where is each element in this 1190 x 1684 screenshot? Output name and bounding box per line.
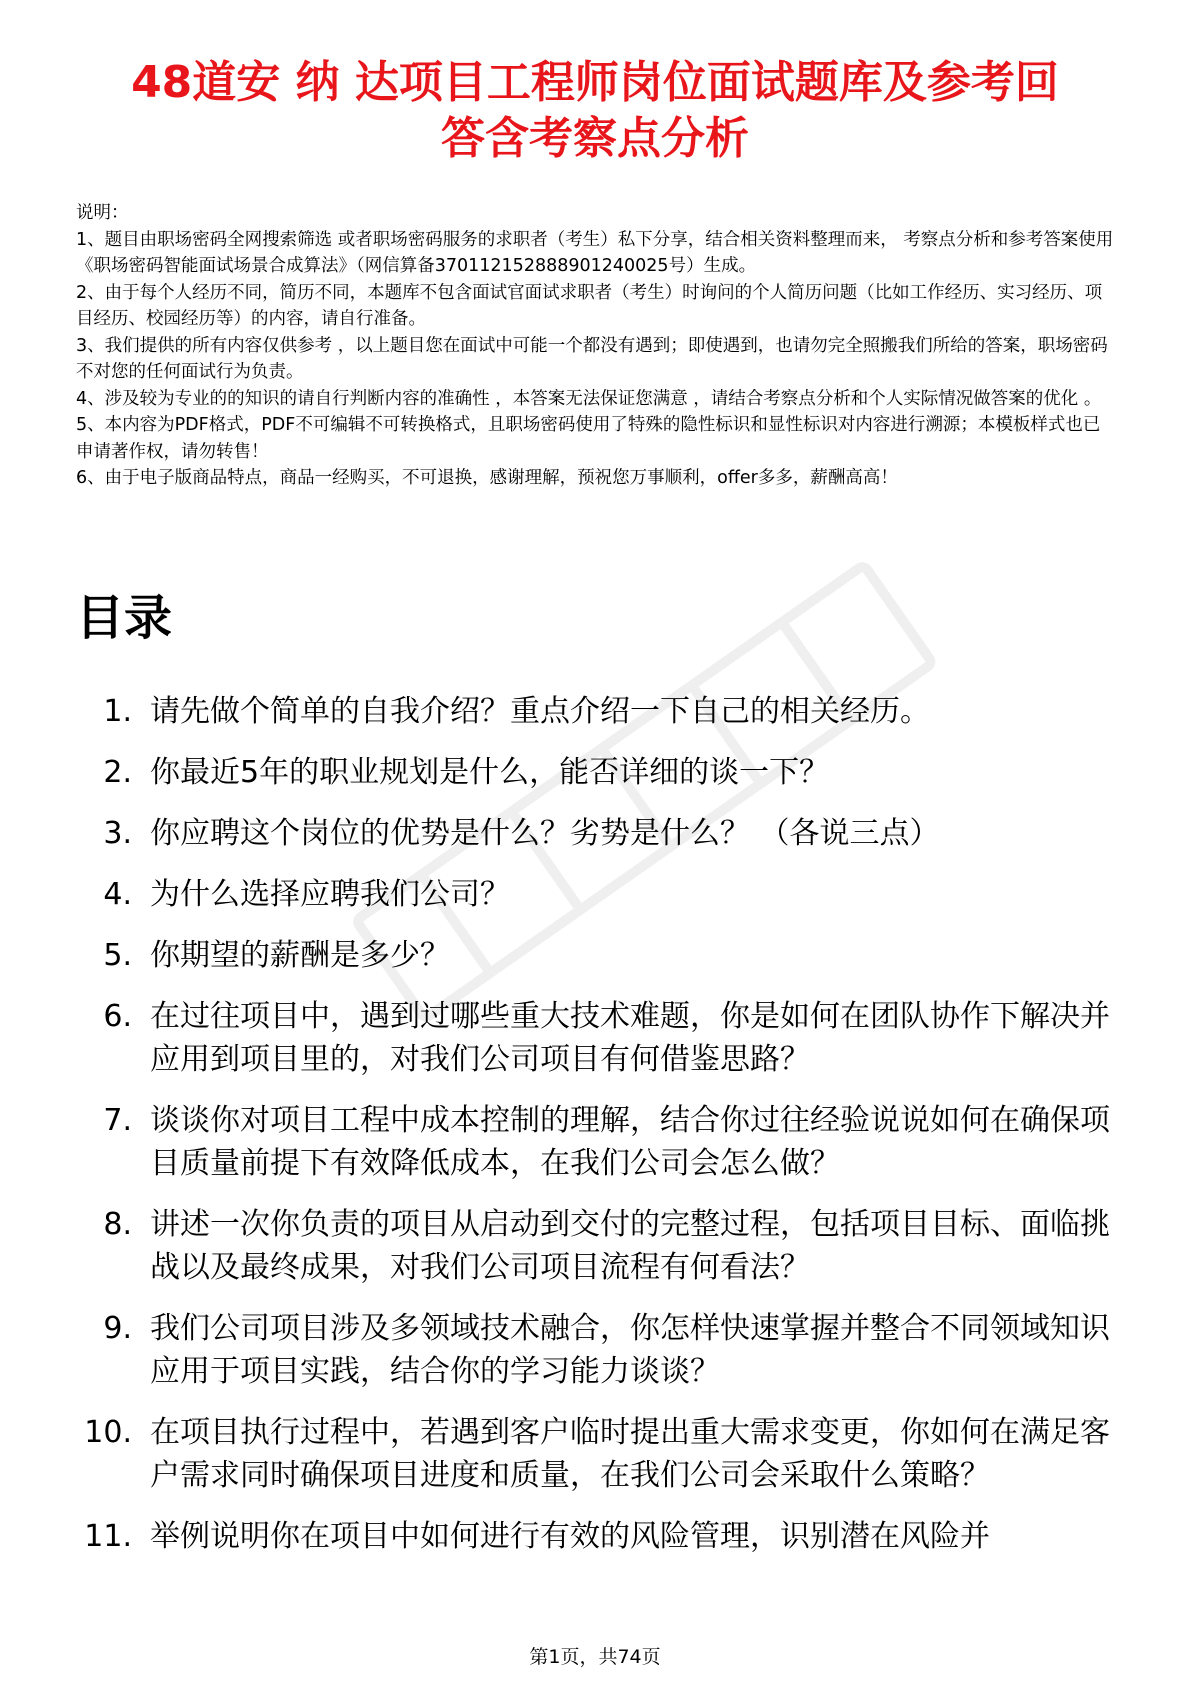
toc-item-number: 5. <box>103 938 132 973</box>
title-line-2: 答含考察点分析 <box>441 113 749 164</box>
toc-item-number: 1. <box>103 694 132 729</box>
note-item: 6、由于电子版商品特点，商品一经购买，不可退换，感谢理解，预祝您万事顺利，offer多多，薪酬高高！ <box>76 468 898 488</box>
toc-item-text: 在过往项目中，遇到过哪些重大技术难题，你是如何在团队协作下解决并应用到项目里的，对我们公司项目有何借鉴思路？ <box>150 999 1110 1077</box>
toc-item-number: 2. <box>103 755 132 790</box>
toc-item[interactable] <box>76 1307 1116 1393</box>
toc-item[interactable] <box>76 1515 1116 1558</box>
toc-item[interactable] <box>76 1203 1116 1289</box>
toc-item[interactable] <box>76 873 1116 916</box>
toc-item-number: 6. <box>103 999 132 1034</box>
toc-item[interactable] <box>76 934 1116 977</box>
table-of-contents <box>76 690 1116 1576</box>
toc-item[interactable] <box>76 1099 1116 1185</box>
toc-item[interactable] <box>76 995 1116 1081</box>
toc-item-text: 你应聘这个岗位的优势是什么？劣势是什么？ （各说三点） <box>150 816 940 851</box>
note-item: 5、本内容为PDF格式，PDF不可编辑不可转换格式，且职场密码使用了特殊的隐性标识和显性标识对内容进行溯源；本模板样式也已申请著作权，请勿转售！ <box>76 415 1101 462</box>
toc-item[interactable] <box>76 751 1116 794</box>
note-item: 2、由于每个人经历不同，简历不同，本题库不包含面试官面试求职者（考生）时询问的个人简历问题（比如工作经历、实习经历、项目经历、校园经历等）的内容，请自行准备。 <box>76 282 1103 329</box>
toc-item-text: 举例说明你在项目中如何进行有效的风险管理，识别潜在风险并 <box>150 1519 990 1554</box>
toc-item[interactable] <box>76 812 1116 855</box>
note-item: 1、题目由职场密码全网搜索筛选 或者职场密码服务的求职者（考生）私下分享，结合相关资料整理而来， 考察点分析和参考答案使用《职场密码智能面试场景合成算法》（网信算备370112152888901240025号）生成。 <box>76 229 1114 276</box>
toc-item-text: 请先做个简单的自我介绍？重点介绍一下自己的相关经历。 <box>150 694 930 729</box>
toc-item-number: 7. <box>103 1103 132 1138</box>
toc-item-text: 讲述一次你负责的项目从启动到交付的完整过程，包括项目目标、面临挑战以及最终成果，对我们公司项目流程有何看法？ <box>150 1207 1110 1285</box>
toc-item[interactable] <box>76 690 1116 733</box>
page-number-footer: 第1页，共74页 <box>529 1646 661 1668</box>
notes-heading: 说明： <box>76 203 129 223</box>
toc-item-number: 10. <box>84 1415 132 1450</box>
toc-item-text: 在项目执行过程中，若遇到客户临时提出重大需求变更，你如何在满足客户需求同时确保项目进度和质量，在我们公司会采取什么策略？ <box>150 1415 1110 1493</box>
toc-item-text: 我们公司项目涉及多领域技术融合，你怎样快速掌握并整合不同领域知识应用于项目实践，结合你的学习能力谈谈？ <box>150 1311 1110 1389</box>
toc-item-text: 你最近5年的职业规划是什么，能否详细的谈一下？ <box>150 755 830 790</box>
note-item: 4、涉及较为专业的的知识的请自行判断内容的准确性 ，本答案无法保证您满意 ，请结合考察点分析和个人实际情况做答案的优化 。 <box>76 388 1102 409</box>
toc-item-number: 8. <box>103 1207 132 1242</box>
page-title <box>60 55 1130 167</box>
note-item: 3、我们提供的所有内容仅供参考 ，以上题目您在面试中可能一个都没有遇到；即使遇到，也请勿完全照搬我们所给的答案，职场密码不对您的任何面试行为负责。 <box>76 335 1108 382</box>
toc-item-text: 你期望的薪酬是多少？ <box>150 938 450 973</box>
toc-item-text: 为什么选择应聘我们公司？ <box>150 877 510 912</box>
instructions-block <box>76 200 1116 492</box>
toc-item-number: 3. <box>103 816 132 851</box>
toc-item[interactable] <box>76 1411 1116 1497</box>
toc-item-number: 9. <box>103 1311 132 1346</box>
toc-heading: 目录 <box>76 590 173 646</box>
title-line-1: 48道安 纳 达项目工程师岗位面试题库及参考回 <box>131 57 1059 108</box>
toc-item-number: 4. <box>103 877 132 912</box>
toc-item-number: 11. <box>84 1519 132 1554</box>
toc-item-text: 谈谈你对项目工程中成本控制的理解，结合你过往经验说说如何在确保项目质量前提下有效降低成本，在我们公司会怎么做？ <box>150 1103 1110 1181</box>
